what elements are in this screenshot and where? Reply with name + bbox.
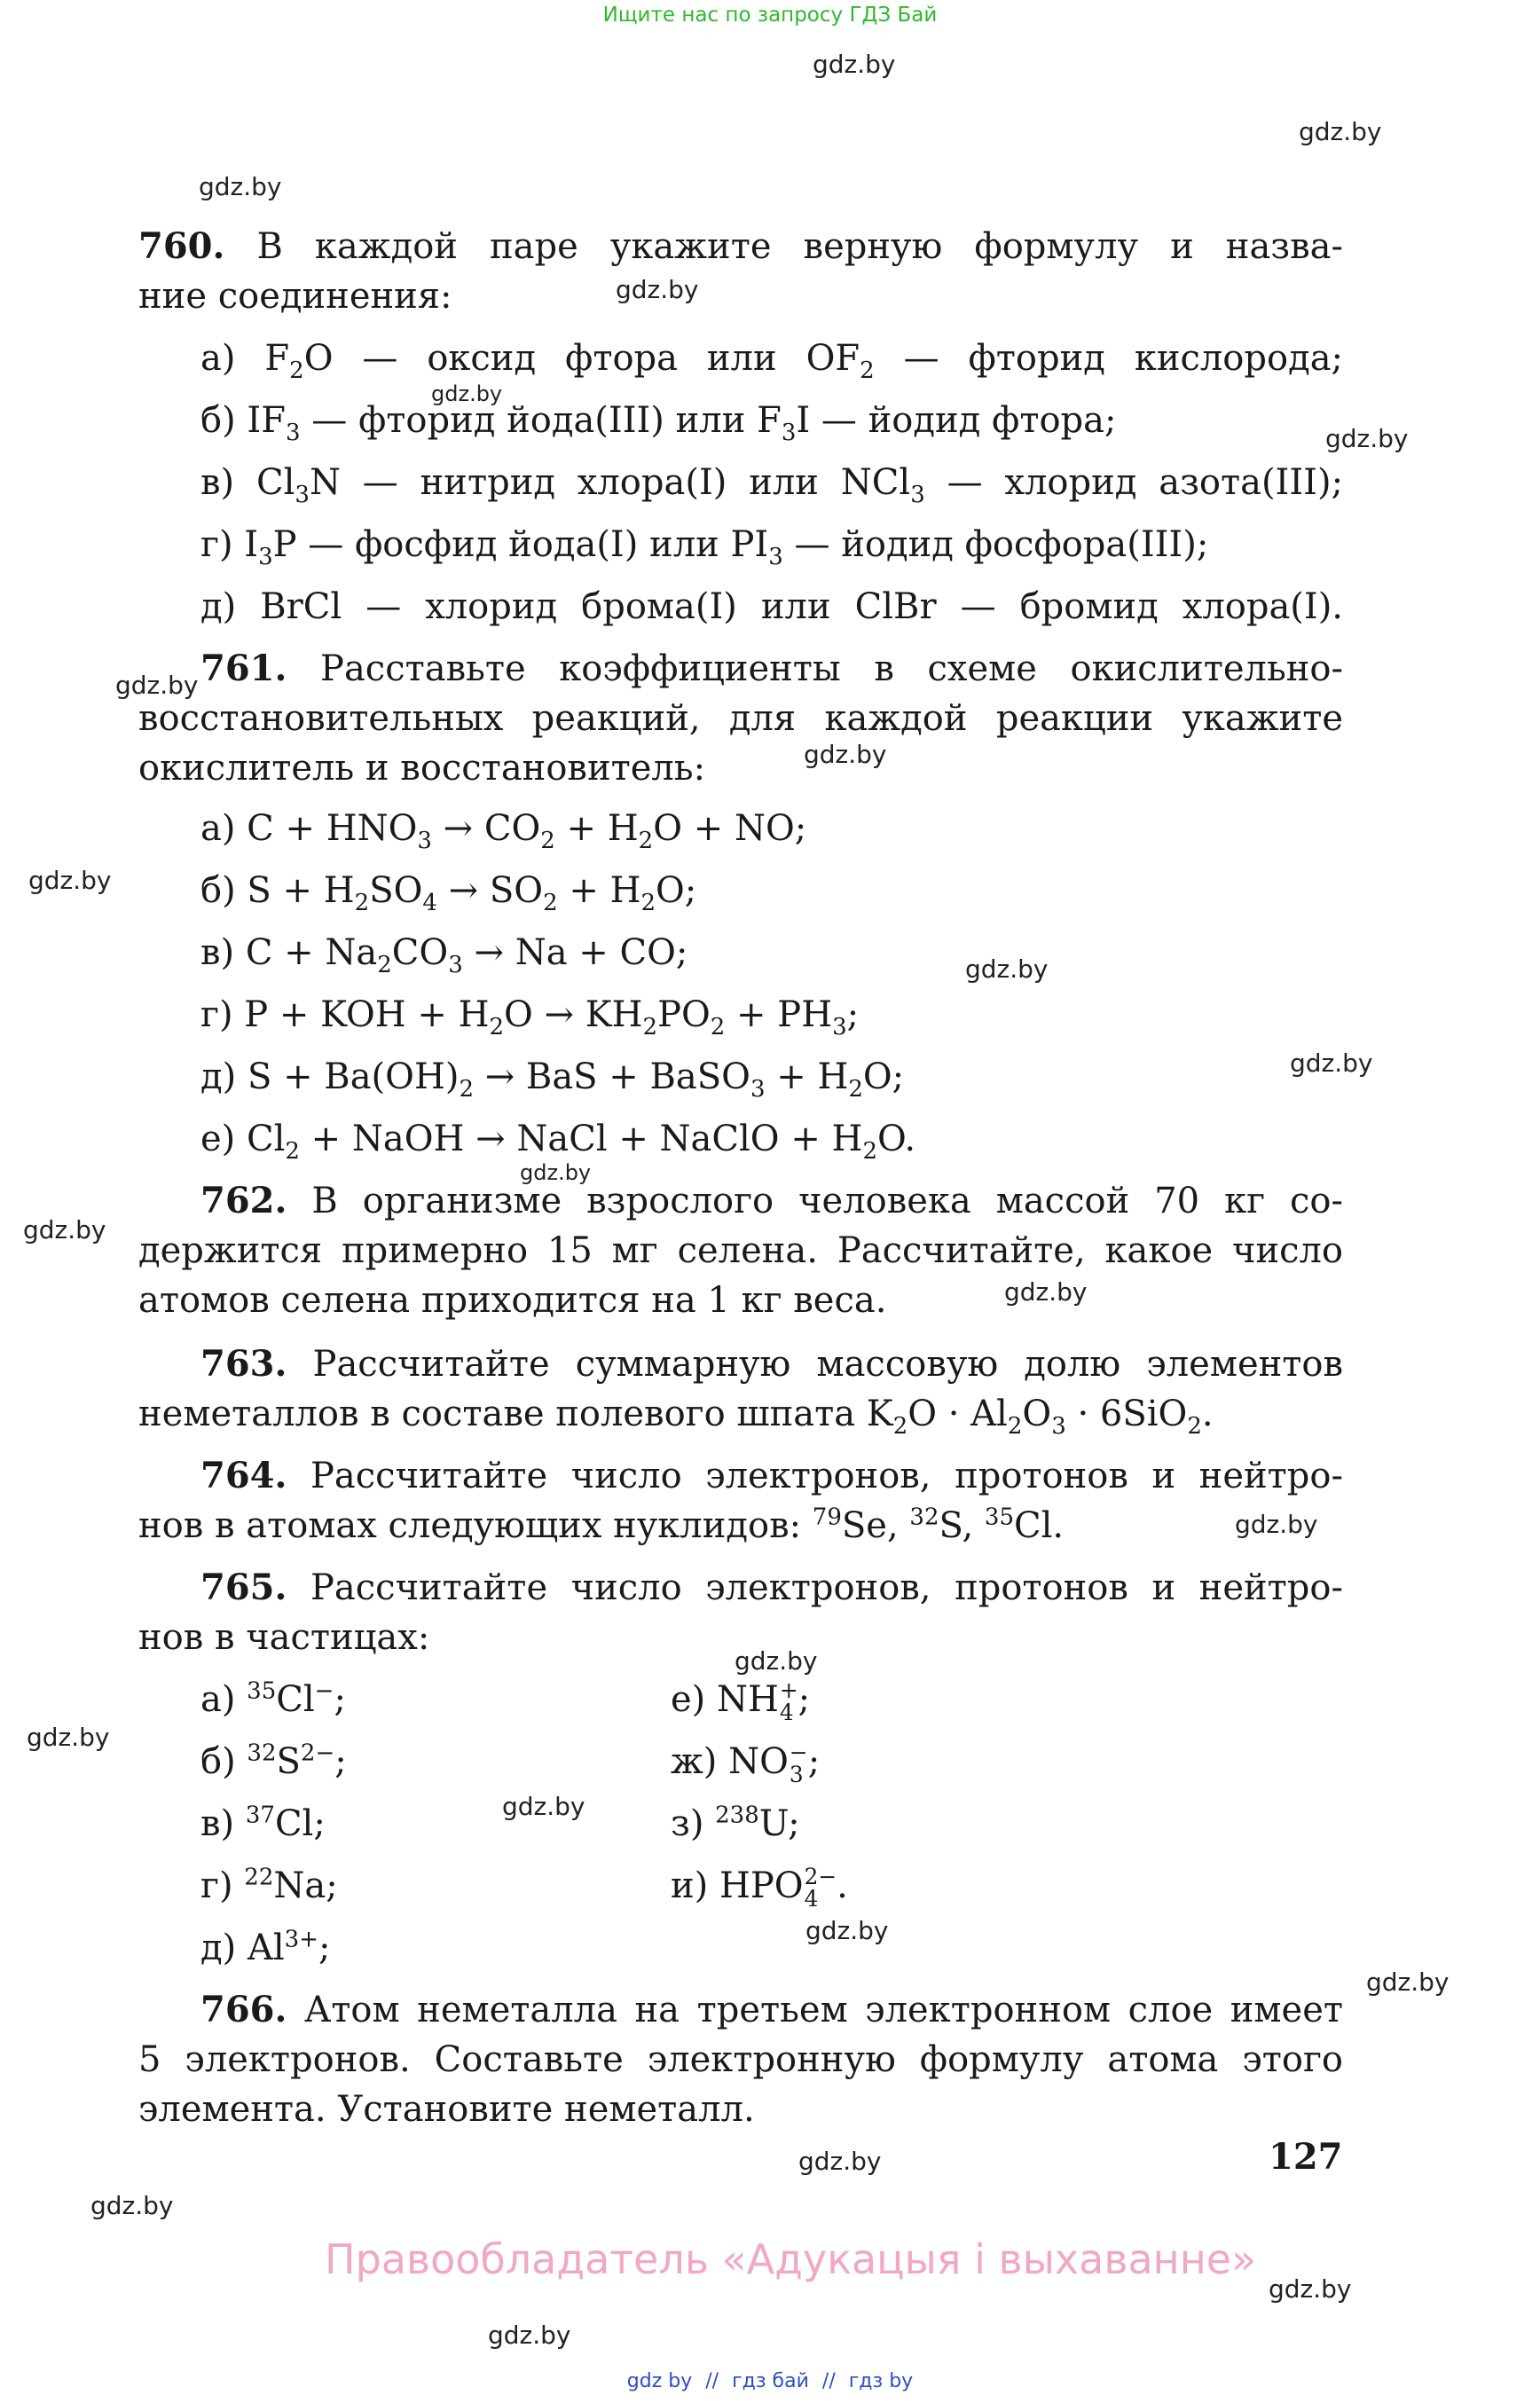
task-762-line-1: 762. В организме взрослого человека массой 70 кг со- — [200, 1180, 1344, 1221]
watermark: gdz.by — [798, 2147, 882, 2176]
bottom-link[interactable]: гдз бай — [732, 2370, 809, 2392]
watermark: gdz.by — [616, 275, 699, 304]
watermark: gdz.by — [1290, 1048, 1373, 1078]
task-765-item-b: б) $^{32}S^{2-}$; — [200, 1739, 347, 1782]
watermark: gdz.by — [805, 1916, 889, 1945]
watermark: gdz.by — [27, 1723, 110, 1752]
task-761-line-1: 761. Расставьте коэффициенты в схеме окислительно- — [200, 648, 1343, 689]
watermark: gdz.by — [520, 1160, 592, 1185]
task-761-item-e: д) $S + Ba(OH)_2$ → BaS + BaSO$_3$ + $H_2O$; — [200, 1056, 905, 1103]
watermark: gdz.by — [1366, 1967, 1450, 1997]
task-765-item-h: з) $^{238}$U; — [671, 1802, 800, 1844]
task-760-item-e: д) BrCl — хлорид брома(I) или ClBr — бромид хлора(I). — [200, 586, 1344, 627]
task-762-line-2: держится примерно 15 мг селена. Рассчитайте, какое число — [138, 1230, 1343, 1271]
task-760-line-1: 760. В каждой паре укажите верную формулу и назва- — [138, 225, 1343, 267]
watermark: gdz.by — [90, 2191, 174, 2220]
task-766-line-1: 766. Атом неметалла на третьем электронном слое имеет — [200, 1989, 1344, 2030]
bottom-link[interactable]: гдз by — [848, 2370, 914, 2392]
task-761-item-a: а) $C + HNO_3 \to CO_2 + H_2O$ + NO; — [200, 808, 807, 854]
task-761-item-d: г) P + KOH + $H_2O \to KH_2PO_2 + PH_3$; — [200, 994, 860, 1041]
bottom-links — [0, 2370, 1540, 2392]
task-765-item-d: г) $^{22}$Na; — [200, 1864, 338, 1906]
task-765-item-c: в) $^{37}$Cl; — [200, 1802, 326, 1844]
watermark: gdz.by — [1269, 2274, 1352, 2304]
watermark: gdz.by — [115, 671, 199, 700]
task-764-line-2: нов в атомах следующих нуклидов: $^{79}$Se, $^{32}$S, $^{35}$Cl. — [138, 1504, 1065, 1546]
task-number: 766. — [200, 1989, 287, 2030]
task-765-item-e: д) $Al^{3+}$; — [200, 1926, 331, 1968]
task-760-line-2: ние соединения: — [138, 276, 452, 317]
bottom-link[interactable]: gdz by — [626, 2370, 693, 2392]
task-765-line-1: 765. Рассчитайте число электронов, протонов и нейтро- — [200, 1567, 1344, 1608]
watermark: gdz.by — [1325, 424, 1409, 453]
task-number: 760. — [138, 225, 225, 267]
watermark: gdz.by — [199, 172, 282, 201]
watermark: gdz.by — [813, 50, 896, 79]
copyright-notice: Правообладатель «Адукацыя і выхаванне» — [325, 2235, 1257, 2283]
task-764-line-1: 764. Рассчитайте число электронов, протонов и нейтро- — [200, 1455, 1344, 1496]
task-number: 764. — [200, 1455, 287, 1496]
watermark: gdz.by — [431, 381, 503, 406]
watermark: gdz.by — [735, 1646, 818, 1676]
task-766-line-3: элемента. Установите неметалл. — [138, 2089, 755, 2130]
task-766-line-2: 5 электронов. Составьте электронную формулу атома этого — [138, 2039, 1343, 2080]
top-banner: Ищите нас по запросу ГДЗ Бай — [602, 4, 938, 27]
task-763-line-1: 763. Рассчитайте суммарную массовую долю элементов — [200, 1343, 1344, 1385]
bottom-separator: // — [705, 2370, 719, 2392]
bottom-separator: // — [821, 2370, 836, 2392]
task-760-item-a: а) $F_2O$ — оксид фтора или $OF_2$ — фторид кислорода; — [200, 338, 1344, 384]
task-760-item-d: г) $I_3P$ — фосфид йода(I) или $PI_3$ — йодид фосфора(III); — [200, 524, 1209, 570]
watermark: gdz.by — [1299, 117, 1382, 146]
task-765-line-2: нов в частицах: — [138, 1617, 430, 1658]
task-761-item-f: е) $Cl_2$ + NaOH → NaCl + NaClO + $H_2O$. — [200, 1119, 916, 1165]
task-761-line-2: восстановительных реакций, для каждой реакции укажите — [138, 698, 1343, 739]
task-number: 765. — [200, 1567, 287, 1608]
task-762-line-3: атомов селена приходится на 1 кг веса. — [138, 1280, 887, 1321]
task-number: 761. — [200, 648, 287, 689]
task-761-line-3: окислитель и восстановитель: — [138, 748, 706, 789]
task-number: 763. — [200, 1343, 287, 1385]
task-765-item-g: ж) NO − 3 ; — [671, 1739, 821, 1787]
page-number: 127 — [1269, 2136, 1343, 2178]
task-761-item-b: б) $S + H_2SO_4 \to SO_2 + H_2O$; — [200, 870, 697, 916]
task-number: 762. — [200, 1180, 287, 1221]
task-760-item-c: в) $Cl_3N$ — нитрид хлора(I) или NCl$_3$ — хлорид азота(III); — [200, 462, 1344, 508]
task-765-item-f: е) NH + 4 ; — [671, 1677, 811, 1725]
watermark: gdz.by — [502, 1792, 585, 1821]
task-761-item-c: в) $C + Na_2CO_3 \to Na$ + CO; — [200, 932, 688, 978]
watermark: gdz.by — [488, 2321, 571, 2350]
task-765-item-a: а) $^{35}$Cl−; — [200, 1677, 346, 1720]
watermark: gdz.by — [804, 740, 887, 769]
watermark: gdz.by — [28, 866, 112, 895]
watermark: gdz.by — [23, 1215, 106, 1245]
task-763-line-2: неметаллов в составе полевого шпата $K_2O \cdot Al_2O_3 \cdot 6SiO_2$. — [138, 1394, 1214, 1440]
watermark: gdz.by — [965, 954, 1049, 984]
task-765-item-i: и) HPO 2− 4 . — [671, 1864, 848, 1912]
task-760-item-b: б) $IF_3$ — фторид йода(III) или $F_3I$ — йодид фтора; — [200, 400, 1117, 446]
watermark: gdz.by — [1004, 1277, 1088, 1307]
watermark: gdz.by — [1235, 1510, 1318, 1539]
